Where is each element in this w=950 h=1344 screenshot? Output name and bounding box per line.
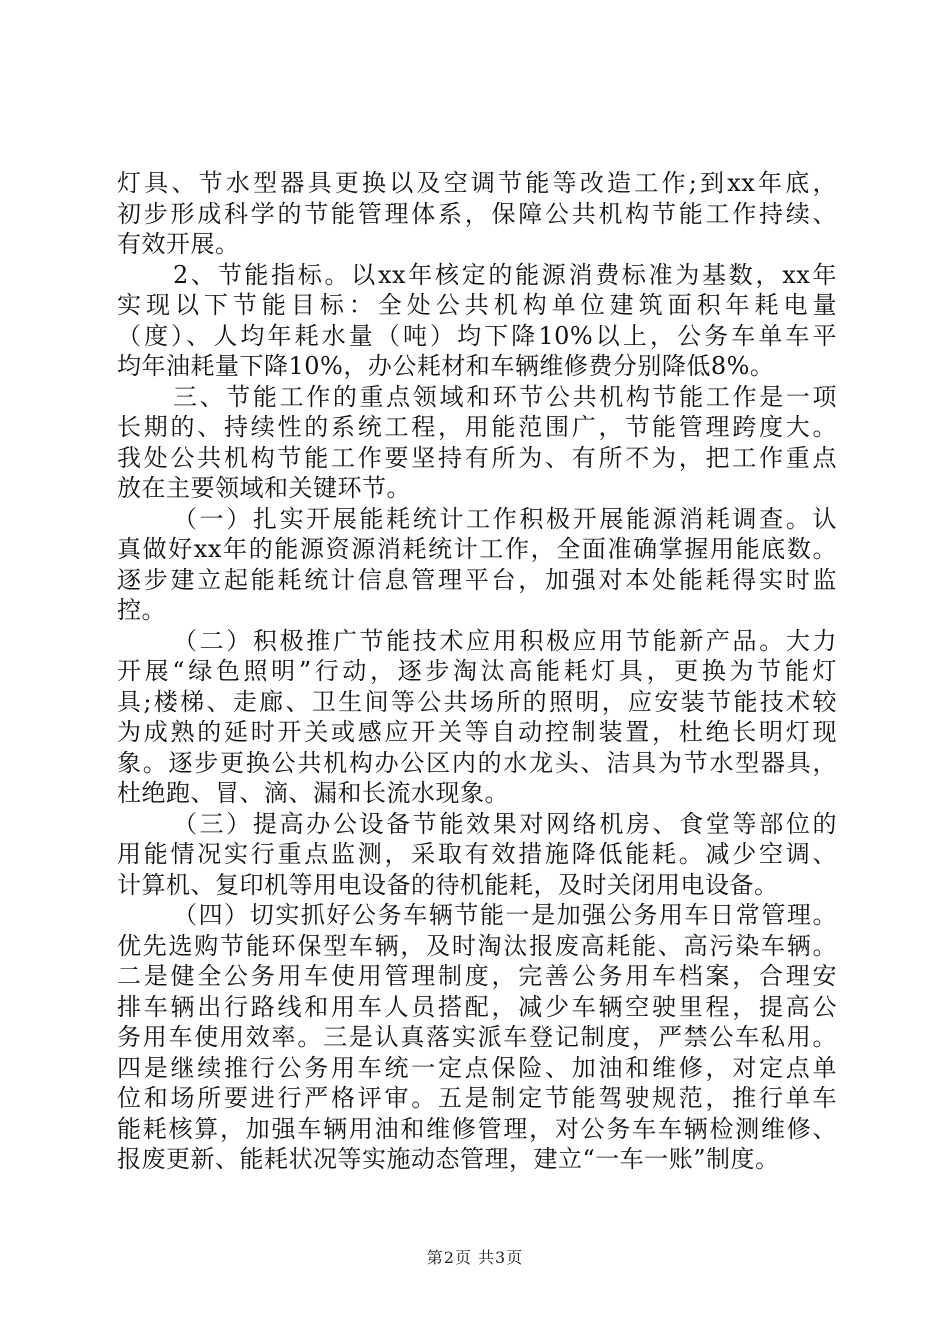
text-line: 用能情况实行重点监测，采取有效措施降低能耗。减少空调、 <box>117 840 837 868</box>
text-line: 能耗核算，加强车辆用油和维修管理，对公务车车辆检测维修、 <box>117 1114 837 1143</box>
text-line: 均年油耗量下降10%，办公耗材和车辆维修费分别降低8%。 <box>117 352 775 380</box>
text-line: 逐步建立起能耗统计信息管理平台，加强对本处能耗得实时监 <box>117 565 837 594</box>
text-line: 灯具、节水型器具更换以及空调节能等改造工作;到xx年底， <box>117 169 837 197</box>
text-line: 具;楼梯、走廊、卫生间等公共场所的照明，应安装节能技术较 <box>117 687 837 716</box>
text-line: 报废更新、能耗状况等实施动态管理，建立“一车一账”制度。 <box>117 1145 780 1173</box>
text-line: 控。 <box>117 596 166 624</box>
paragraph-start-line: （一）扎实开展能耗统计工作积极开展能源消耗调查。认 <box>173 504 837 533</box>
paragraph-start-line: 2、节能指标。以xx年核定的能源消费标准为基数，xx年 <box>173 260 837 289</box>
text-line: 排车辆出行路线和用车人员搭配，减少车辆空驶里程，提高公 <box>117 992 837 1021</box>
paragraph-start-line: （三）提高办公设备节能效果对网络机房、食堂等部位的 <box>173 809 837 838</box>
text-line: 真做好xx年的能源资源消耗统计工作，全面准确掌握用能底数。 <box>117 535 837 563</box>
text-line: 为成熟的延时开关或感应开关等自动控制装置，杜绝长明灯现 <box>117 718 837 746</box>
text-line: 初步形成科学的节能管理体系，保障公共机构节能工作持续、 <box>117 199 837 228</box>
text-line: 长期的、持续性的系统工程，用能范围广，节能管理跨度大。 <box>117 413 837 441</box>
text-line: （度）、人均年耗水量（吨）均下降10%以上，公务车单车平 <box>117 321 837 350</box>
text-line: 四是继续推行公务用车统一定点保险、加油和维修，对定点单 <box>117 1053 837 1082</box>
paragraph-start-line: （四）切实抓好公务车辆节能一是加强公务用车日常管理。 <box>173 901 837 929</box>
text-line: 优先选购节能环保型车辆，及时淘汰报废高耗能、高污染车辆。 <box>117 931 837 960</box>
document-body <box>117 168 837 1175</box>
text-line: 二是健全公务用车使用管理制度，完善公务用车档案，合理安 <box>117 962 837 990</box>
text-line: 开展“绿色照明”行动，逐步淘汰高能耗灯具，更换为节能灯 <box>117 657 837 685</box>
text-line: 计算机、复印机等用电设备的待机能耗，及时关闭用电设备。 <box>117 870 779 899</box>
text-line: 实现以下节能目标：全处公共机构单位建筑面积年耗电量 <box>117 291 837 319</box>
text-line: 放在主要领域和关键环节。 <box>117 474 411 502</box>
paragraph-start-line: （二）积极推广节能技术应用积极应用节能新产品。大力 <box>173 626 837 655</box>
text-line: 象。逐步更换公共机构办公区内的水龙头、洁具为节水型器具， <box>117 748 837 777</box>
paragraph-start-line: 三、节能工作的重点领域和环节公共机构节能工作是一项 <box>173 382 837 411</box>
page-footer: 第2页 共3页 <box>426 1248 524 1267</box>
text-line: 我处公共机构节能工作要坚持有所为、有所不为，把工作重点 <box>117 443 837 472</box>
text-line: 务用车使用效率。三是认真落实派车登记制度，严禁公车私用。 <box>117 1023 837 1051</box>
text-line: 位和场所要进行严格评审。五是制定节能驾驶规范，推行单车 <box>117 1084 837 1112</box>
text-line: 杜绝跑、冒、滴、漏和长流水现象。 <box>117 779 509 807</box>
text-line: 有效开展。 <box>117 230 240 258</box>
